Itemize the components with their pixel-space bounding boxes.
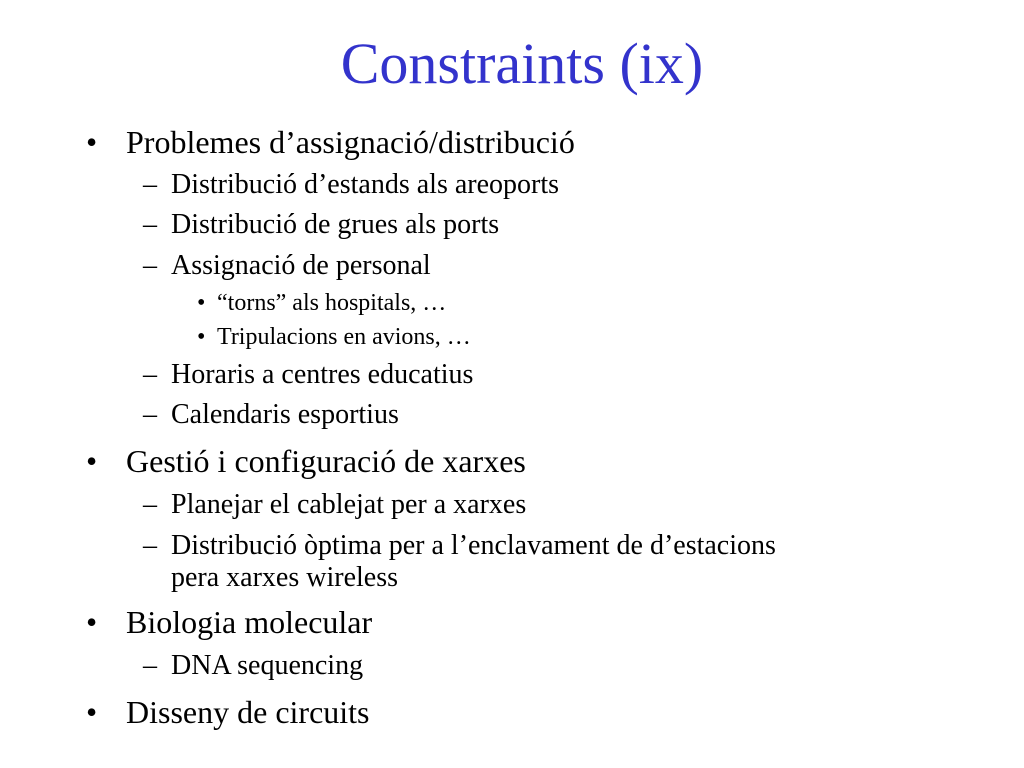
list-item-text: Planejar el cablejat per a xarxes [171,489,527,520]
list-item-text: Assignació de personal [171,250,431,281]
bullet-icon: • [86,124,98,160]
list-item-text: Tripulacions en avions, … [217,324,471,350]
bullet-icon: • [197,324,206,350]
dash-icon: – [143,169,157,200]
list-item-text: Disseny de circuits [126,694,370,730]
list-item-text: “torns” als hospitals, … [217,290,447,316]
bullet-icon: • [197,290,206,316]
dash-icon: – [143,359,157,390]
list-item-text: Calendaris esportius [171,399,399,430]
bullet-icon: • [86,604,98,640]
list-item-text: Problemes d’assignació/distribució [126,124,575,160]
list-item-text: Biologia molecular [126,604,373,640]
list-item-text: Distribució d’estands als areoports [171,169,560,200]
dash-icon: – [143,530,157,561]
list-item-text: Horaris a centres educatius [171,359,474,390]
list-item-text: Gestió i configuració de xarxes [126,443,526,479]
dash-icon: – [143,399,157,430]
list-item-text: DNA sequencing [171,650,364,681]
bullet-icon: • [86,694,98,730]
list-item-text: pera xarxes wireless [171,562,399,593]
list-item-text: Distribució òptima per a l’enclavament de d’estacions [171,530,776,561]
bullet-icon: • [86,443,98,479]
dash-icon: – [143,489,157,520]
slide-title: Constraints (ix) [340,31,704,96]
dash-icon: – [143,209,157,240]
dash-icon: – [143,650,157,681]
dash-icon: – [143,250,157,281]
list-item-text: Distribució de grues als ports [171,209,500,240]
